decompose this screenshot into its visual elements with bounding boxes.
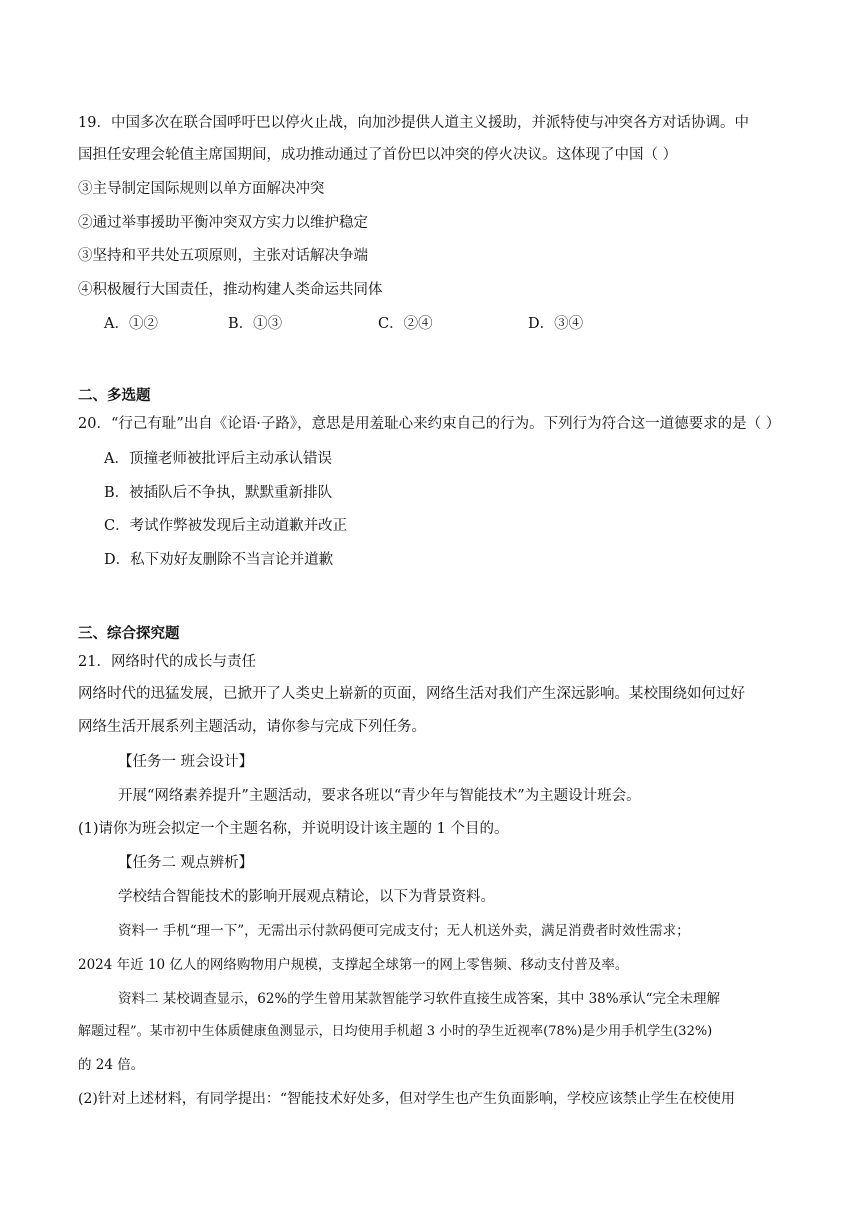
q19-stem-line2: 国担任安理会轮值主席国期间，成功推动通过了首份巴以冲突的停火决议。这体现了中国（ ）: [78, 147, 678, 163]
q19-option-d[interactable]: D．③④: [528, 316, 584, 332]
q19-statement-2: ②通过举事援助平衡冲突双方实力以维护稳定: [78, 215, 368, 231]
q19-option-a[interactable]: A．①②: [104, 316, 158, 332]
q20-option-b[interactable]: B．被插队后不争执，默默重新排队: [104, 485, 333, 501]
q21-subquestion-2: (2)针对上述材料，有同学提出：“智能技术好处多，但对学生也产生负面影响，学校应该禁止学生在校使用: [78, 1091, 735, 1107]
q20-option-c[interactable]: C．考试作弊被发现后主动道歉并改正: [104, 518, 348, 534]
q21-material1-line2: 2024 年近 10 亿人的网络购物用户规模，支撑起全球第一的网上零售频、移动支付普及率。: [78, 957, 629, 973]
q21-task1-text: 开展“网络素养提升”主题活动，要求各班以“青少年与智能技术”为主题设计班会。: [118, 788, 641, 804]
q20-stem: 20．“行己有耻”出自《论语·子路》，意思是用羞耻心来约束自己的行为。下列行为符合这一道德要求的是（ ）: [78, 416, 781, 432]
q21-material2-line3: 的 24 倍。: [78, 1057, 145, 1073]
q21-intro-line1: 网络时代的迅猛发展，已掀开了人类史上崭新的页面，网络生活对我们产生深远影响。某校围绕如何过好: [78, 686, 745, 702]
q21-material2-line2: 解题过程”。某市初中生体质健康鱼测显示，日均使用手机超 3 小时的孕生近视率(78%)是少用手机学生(32%): [78, 1024, 713, 1039]
section-title-multiple-choice: 二、多选题: [78, 387, 151, 404]
q21-material1-line1: 资料一 手机“理一下”，无需出示付款码便可完成支付；无人机送外卖，满足消费者时效性需求；: [118, 923, 690, 939]
q21-task2-title: 【任务二 观点辨析】: [118, 855, 254, 871]
q19-option-b[interactable]: B．①③: [228, 316, 283, 332]
q19-statement-3: ③坚持和平共处五项原则，主张对话解决争端: [78, 248, 368, 264]
q19-statement-1: ③主导制定国际规则以单方面解决冲突: [78, 181, 325, 197]
q21-title: 21．网络时代的成长与责任: [78, 654, 256, 670]
q19-option-c[interactable]: C．②④: [378, 316, 433, 332]
section-title-comprehensive: 三、综合探究题: [78, 625, 180, 642]
q21-task2-text: 学校结合智能技术的影响开展观点精论，以下为背景资料。: [118, 889, 495, 905]
q21-subquestion-1: (1)请你为班会拟定一个主题名称，并说明设计该主题的 1 个目的。: [78, 821, 509, 837]
q19-stem-line1: 19．中国多次在联合国呼吁巴以停火止战，向加沙提供人道主义援助，并派特使与冲突各方对话协调。中: [78, 115, 749, 131]
q21-task1-title: 【任务一 班会设计】: [118, 754, 254, 770]
q20-option-a[interactable]: A．顶撞老师被批评后主动承认错误: [104, 451, 332, 467]
q19-statement-4: ④积极履行大国责任，推动构建人类命运共同体: [78, 282, 383, 298]
q21-intro-line2: 网络生活开展系列主题活动，请你参与完成下列任务。: [78, 719, 426, 735]
q21-material2-line1: 资料二 某校调查显示，62%的学生曾用某款智能学习软件直接生成答案，其中 38%承认“完全未理解: [118, 991, 720, 1007]
q20-option-d[interactable]: D．私下劝好友删除不当言论并道歉: [104, 552, 334, 568]
